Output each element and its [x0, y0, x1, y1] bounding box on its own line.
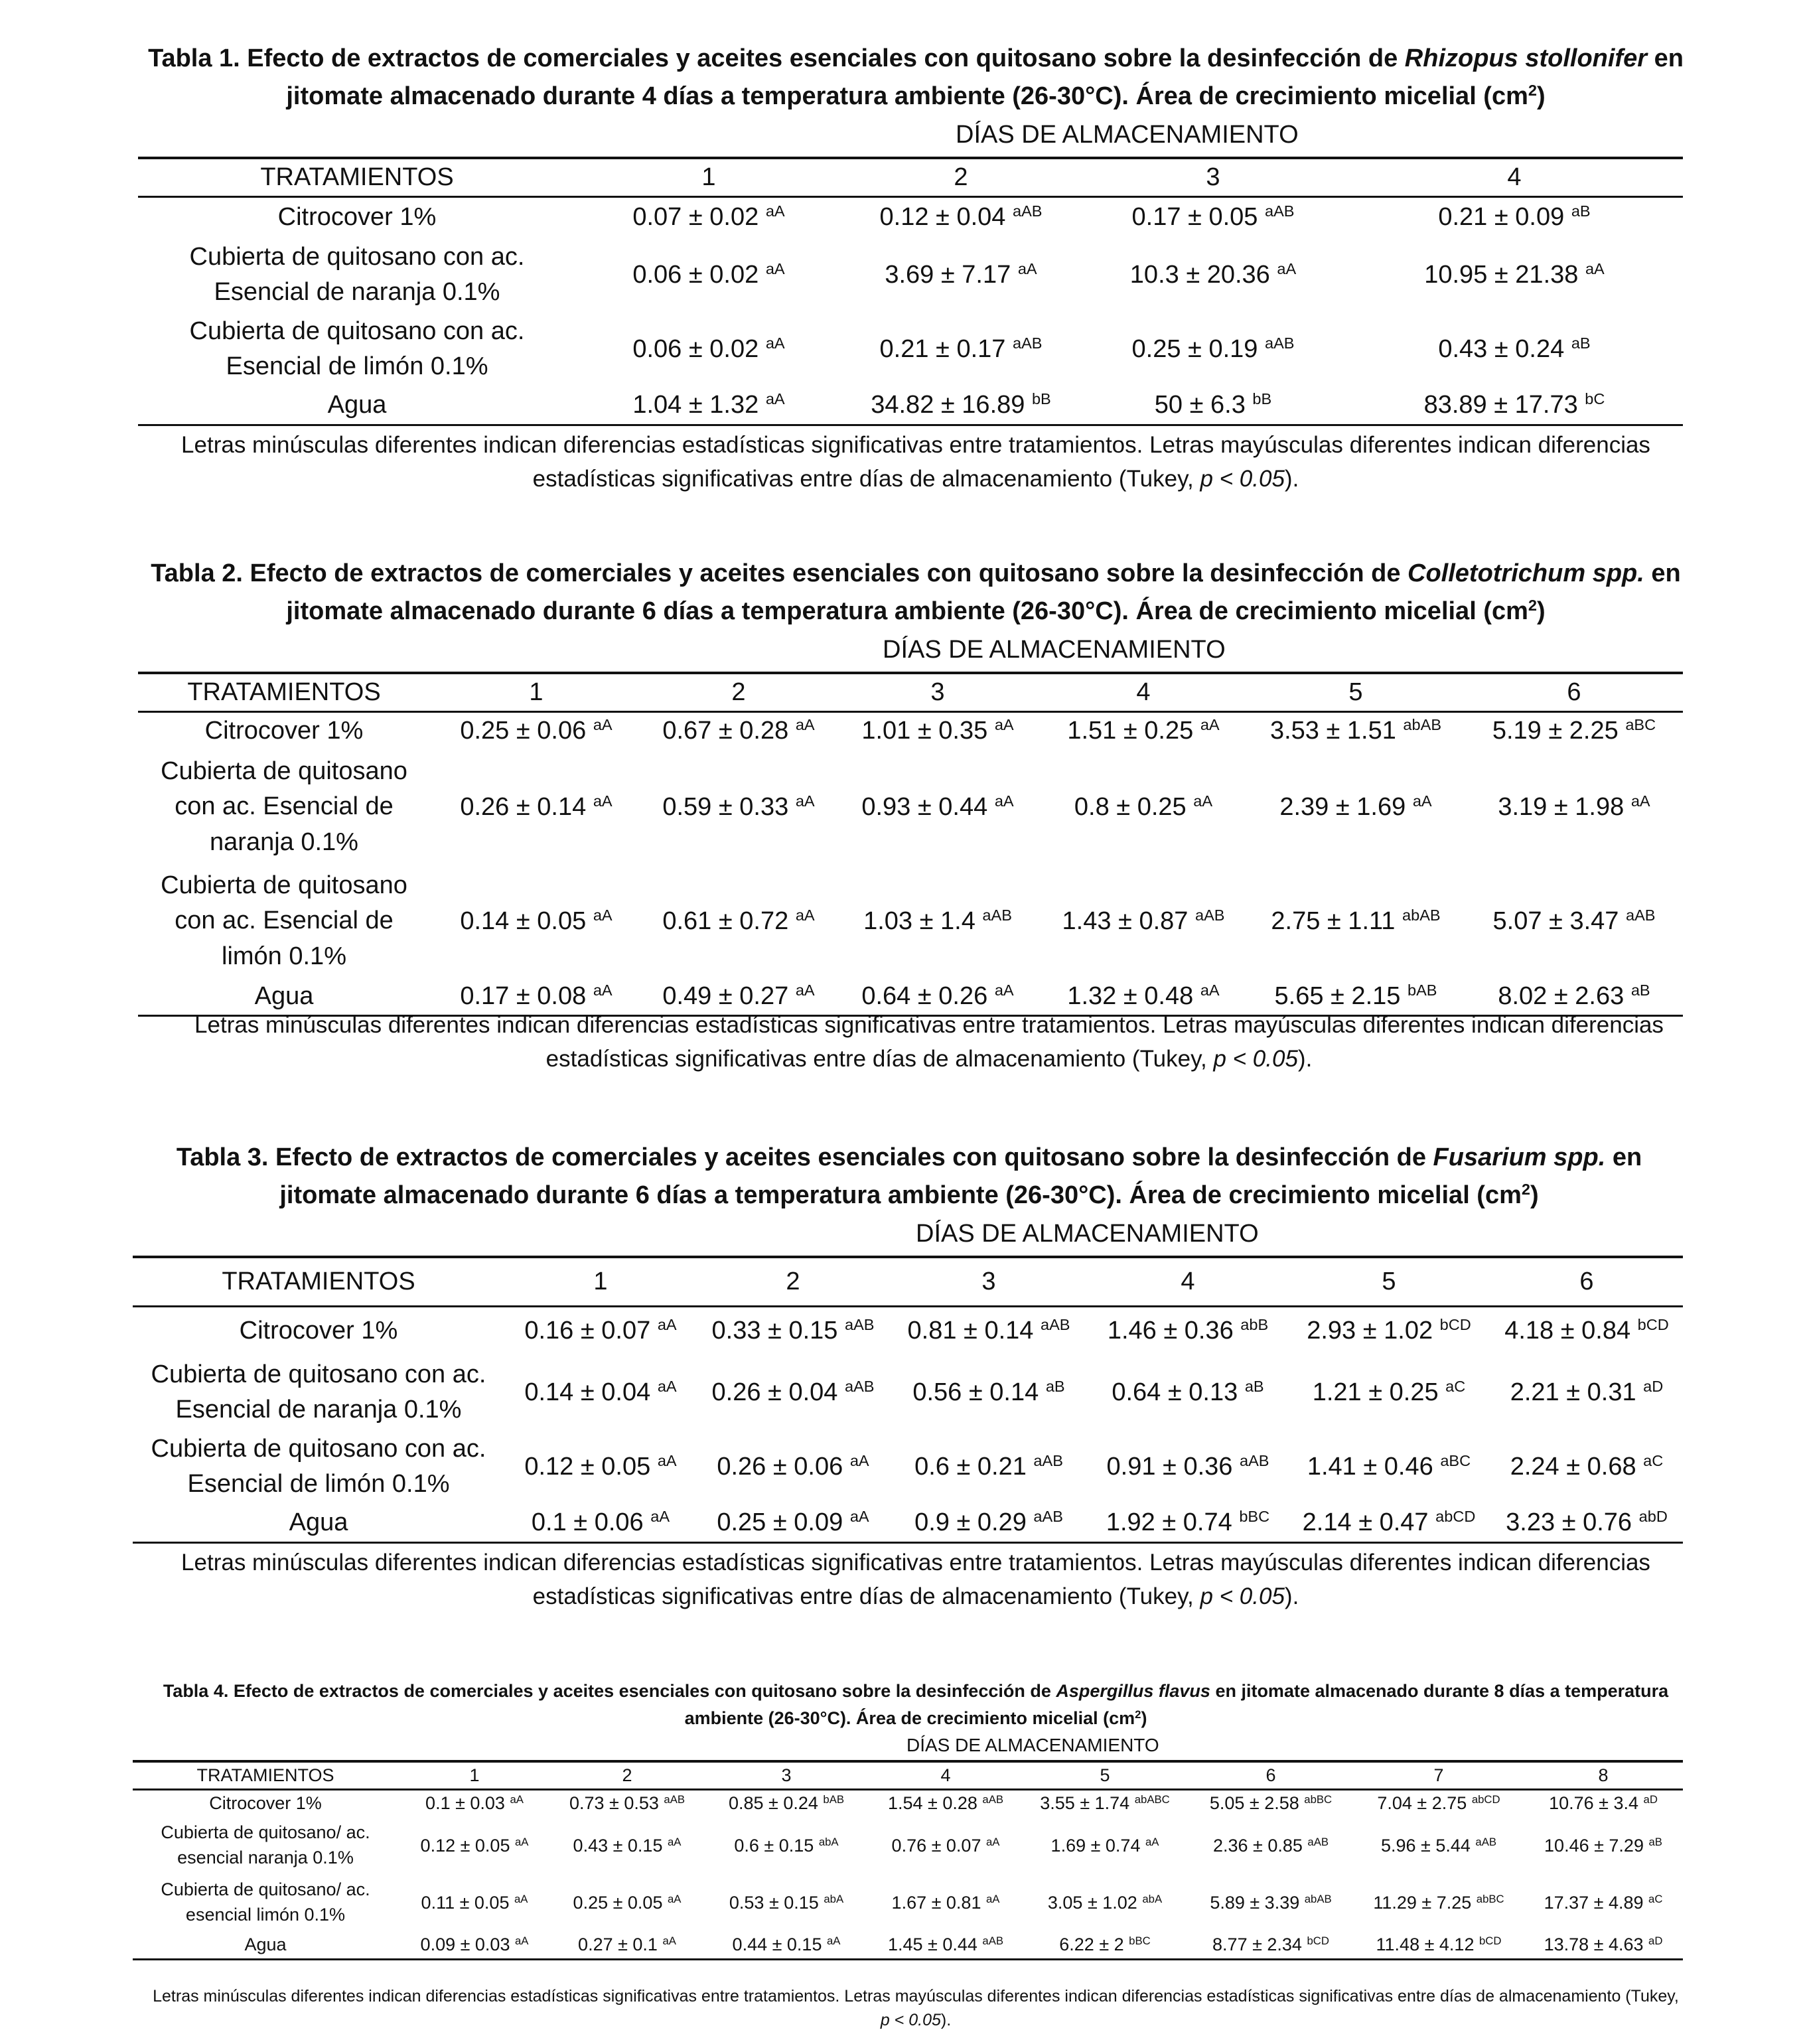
cell: 0.91 ± 0.36 $^{aAB}$ — [1106, 1451, 1269, 1481]
col-treatments: TRATAMIENTOS — [138, 673, 430, 711]
cell: 5.05 ± 2.58 $^{abBC}$ — [1209, 1793, 1333, 1814]
table-row — [133, 1306, 1683, 1355]
cell: 5.96 ± 5.44 $^{aAB}$ — [1380, 1835, 1497, 1856]
cell: 0.6 ± 0.21 $^{aAB}$ — [914, 1451, 1063, 1481]
col-day: 1 — [576, 158, 841, 196]
cell: 0.53 ± 0.15 $^{abA}$ — [729, 1892, 844, 1913]
cell: 0.26 ± 0.14 $^{aA}$ — [460, 792, 613, 821]
treatment-name: Cubierta de quitosano con ac. Esencial de naranja 0.1% — [151, 1360, 486, 1424]
table4-title: Tabla 4. Efecto de extractos de comerciales y aceites esenciales con quitosano sobre la desinfección de Aspergillus flavus en jitomate almacenado durante 8 días a temperatura ambiente (26-30°C). Área de crecimiento micelial $(cm^2)$ — [163, 1681, 1669, 1728]
col-day: 2 — [697, 1257, 889, 1306]
cell: 0.26 ± 0.04 $^{aAB}$ — [711, 1377, 875, 1406]
table-row — [133, 1789, 1683, 1817]
col-day: 6 — [1465, 673, 1683, 711]
cell: 2.93 ± 1.02 $^{bCD}$ — [1307, 1316, 1471, 1345]
cell: 8.02 ± 2.63 $^{aB}$ — [1465, 978, 1683, 1015]
cell: 1.67 ± 0.81 $^{aA}$ — [891, 1892, 1000, 1913]
table2-title: Tabla 2. Efecto de extractos de comerciales y aceites esenciales con quitosano sobre la desinfección de Colletotrichum spp. en jitomate almacenado durante 6 días a temperatura ambiente (26-30°C). Área de crecimiento micelial $(cm^2)$ — [151, 559, 1681, 625]
col-day: 4 — [869, 1761, 1022, 1789]
cell: 1.32 ± 0.48 $^{aA}$ — [1041, 978, 1246, 1015]
cell: 0.06 ± 0.02 $^{aA}$ — [632, 259, 785, 289]
cell: 3.53 ± 1.51 $^{abAB}$ — [1269, 716, 1442, 745]
cell: 0.14 ± 0.04 $^{aA}$ — [524, 1377, 677, 1406]
table-row — [133, 1817, 1683, 1874]
col-day: 5 — [1246, 673, 1465, 711]
table4-footnote: Letras minúsculas diferentes indican diferencias estadísticas significativas entre tratamientos. Letras mayúsculas diferentes indican diferencias estadísticas significativas entre días de almacenamiento (Tukey, p < 0.05). — [153, 1987, 1679, 2030]
cell: 10.76 ± 3.4 $^{aD}$ — [1549, 1793, 1658, 1814]
table3-footnote: Letras minúsculas diferentes indican diferencias estadísticas significativas entre tratamientos. Letras mayúsculas diferentes indican diferencias estadísticas significativas entre días de almacenamiento (Tukey, p < 0.05). — [181, 1550, 1650, 1609]
cell: 0.09 ± 0.03 $^{aA}$ — [398, 1931, 551, 1959]
cell: 1.92 ± 0.74 $^{bBC}$ — [1088, 1504, 1287, 1542]
cell: 0.8 ± 0.25 $^{aA}$ — [1074, 792, 1213, 821]
col-treatments: TRATAMIENTOS — [133, 1761, 398, 1789]
col-day: 3 — [835, 673, 1041, 711]
cell: 0.16 ± 0.07 $^{aA}$ — [524, 1316, 677, 1345]
cell: 0.06 ± 0.02 $^{aA}$ — [632, 334, 785, 363]
cell: 0.9 ± 0.29 $^{aAB}$ — [889, 1504, 1088, 1542]
col-day: 2 — [642, 673, 835, 711]
cell: 0.33 ± 0.15 $^{aAB}$ — [711, 1316, 875, 1345]
table-row — [133, 1504, 1683, 1542]
table3 — [133, 1256, 1683, 1544]
table-row — [138, 750, 1683, 864]
table2-footnote: Letras minúsculas diferentes indican diferencias estadísticas significativas entre tratamientos. Letras mayúsculas diferentes indican diferencias estadísticas significativas entre días de almacenamiento (Tukey, p < 0.05). — [194, 1012, 1664, 1072]
cell: 1.03 ± 1.4 $^{aAB}$ — [863, 906, 1012, 935]
table2 — [138, 672, 1683, 1017]
cell: 83.89 ± 17.73 $^{bC}$ — [1346, 386, 1683, 425]
table-row — [138, 196, 1683, 238]
treatment-name: Cubierta de quitosano con ac. Esencial de limón 0.1% — [151, 1434, 486, 1498]
cell: 0.12 ± 0.04 $^{aAB}$ — [879, 202, 1043, 232]
cell: 0.14 ± 0.05 $^{aA}$ — [460, 906, 613, 935]
col-day: 6 — [1490, 1257, 1683, 1306]
treatment-name: Agua — [133, 1931, 398, 1959]
cell: 3.05 ± 1.02 $^{abA}$ — [1047, 1892, 1163, 1913]
treatment-name: Citrocover 1% — [239, 1317, 398, 1345]
table4 — [133, 1760, 1683, 1960]
cell: 5.89 ± 3.39 $^{abAB}$ — [1210, 1892, 1332, 1913]
col-day: 3 — [703, 1761, 869, 1789]
cell: 0.49 ± 0.27 $^{aA}$ — [642, 978, 835, 1015]
cell: 1.41 ± 0.46 $^{aBC}$ — [1307, 1451, 1471, 1481]
table-row — [133, 1874, 1683, 1931]
cell: 0.17 ± 0.05 $^{aAB}$ — [1131, 202, 1295, 232]
treatment-name: Agua — [133, 1504, 504, 1542]
col-day: 5 — [1287, 1257, 1490, 1306]
cell: 0.21 ± 0.17 $^{aAB}$ — [879, 334, 1043, 363]
cell: 3.23 ± 0.76 $^{abD}$ — [1490, 1504, 1683, 1542]
cell: 2.36 ± 0.85 $^{aAB}$ — [1212, 1835, 1329, 1856]
cell: 2.24 ± 0.68 $^{aC}$ — [1510, 1451, 1664, 1481]
cell: 0.61 ± 0.72 $^{aA}$ — [662, 906, 815, 935]
treatment-name: Citrocover 1% — [209, 1793, 322, 1814]
col-day: 4 — [1041, 673, 1246, 711]
cell: 11.48 ± 4.12 $^{bCD}$ — [1354, 1931, 1524, 1959]
col-day: 2 — [841, 158, 1080, 196]
cell: 0.76 ± 0.07 $^{aA}$ — [891, 1835, 1000, 1856]
cell: 1.46 ± 0.36 $^{abB}$ — [1107, 1316, 1269, 1345]
col-day: 4 — [1346, 158, 1683, 196]
table2-dias-label: DÍAS DE ALMACENAMIENTO — [883, 636, 1226, 664]
treatment-name: Agua — [138, 978, 430, 1015]
col-day: 1 — [504, 1257, 697, 1306]
cell: 0.11 ± 0.05 $^{aA}$ — [421, 1892, 528, 1913]
cell: 0.43 ± 0.15 $^{aA}$ — [573, 1835, 682, 1856]
col-day: 3 — [889, 1257, 1088, 1306]
treatment-name: Citrocover 1% — [204, 717, 364, 745]
table1-footnote: Letras minúsculas diferentes indican diferencias estadísticas significativas entre tratamientos. Letras mayúsculas diferentes indican diferencias estadísticas significativas entre días de almacenamiento (Tukey, p < 0.05). — [181, 432, 1650, 492]
treatment-name: Cubierta de quitosano con ac. Esencial de limón 0.1% — [161, 871, 407, 970]
cell: 0.67 ± 0.28 $^{aA}$ — [662, 716, 815, 745]
cell: 0.73 ± 0.53 $^{aAB}$ — [569, 1793, 686, 1814]
table-row — [138, 386, 1683, 425]
table-row — [138, 711, 1683, 750]
cell: 1.01 ± 0.35 $^{aA}$ — [861, 716, 1014, 745]
cell: 5.07 ± 3.47 $^{aAB}$ — [1492, 906, 1656, 935]
cell: 0.25 ± 0.09 $^{aA}$ — [697, 1504, 889, 1542]
cell: 4.18 ± 0.84 $^{bCD}$ — [1504, 1316, 1669, 1345]
cell: 13.78 ± 4.63 $^{aD}$ — [1524, 1931, 1683, 1959]
cell: 0.64 ± 0.26 $^{aA}$ — [835, 978, 1041, 1015]
col-day: 1 — [398, 1761, 551, 1789]
table-row — [138, 238, 1683, 312]
table1 — [138, 157, 1683, 426]
cell: 10.3 ± 20.36 $^{aA}$ — [1129, 259, 1297, 289]
col-day: 1 — [430, 673, 642, 711]
treatment-name: Cubierta de quitosano con ac. Esencial de naranja 0.1% — [189, 242, 525, 306]
cell: 2.21 ± 0.31 $^{aD}$ — [1510, 1377, 1664, 1406]
cell: 0.21 ± 0.09 $^{aB}$ — [1438, 202, 1591, 232]
cell: 0.17 ± 0.08 $^{aA}$ — [430, 978, 642, 1015]
cell: 6.22 ± 2 $^{bBC}$ — [1022, 1931, 1188, 1959]
cell: 0.59 ± 0.33 $^{aA}$ — [662, 792, 815, 821]
cell: 2.75 ± 1.11 $^{abAB}$ — [1271, 906, 1441, 935]
cell: 0.93 ± 0.44 $^{aA}$ — [861, 792, 1014, 821]
cell: 0.1 ± 0.03 $^{aA}$ — [425, 1793, 524, 1814]
cell: 0.25 ± 0.19 $^{aAB}$ — [1131, 334, 1295, 363]
cell: 0.64 ± 0.13 $^{aB}$ — [1112, 1377, 1264, 1406]
cell: 5.65 ± 2.15 $^{bAB}$ — [1246, 978, 1465, 1015]
cell: 1.69 ± 0.74 $^{aA}$ — [1050, 1835, 1159, 1856]
col-treatments: TRATAMIENTOS — [133, 1257, 504, 1306]
table-row — [133, 1429, 1683, 1504]
col-day: 2 — [551, 1761, 703, 1789]
treatment-name: Citrocover 1% — [277, 203, 437, 232]
cell: 1.04 ± 1.32 $^{aA}$ — [576, 386, 841, 425]
cell: 8.77 ± 2.34 $^{bCD}$ — [1188, 1931, 1354, 1959]
cell: 3.69 ± 7.17 $^{aA}$ — [885, 259, 1037, 289]
treatment-name: Cubierta de quitosano con ac. Esencial de naranja 0.1% — [161, 757, 407, 856]
cell: 0.25 ± 0.06 $^{aA}$ — [460, 716, 613, 745]
col-day: 5 — [1022, 1761, 1188, 1789]
cell: 17.37 ± 4.89 $^{aC}$ — [1544, 1892, 1663, 1913]
cell: 0.07 ± 0.02 $^{aA}$ — [632, 202, 785, 232]
col-day: 7 — [1354, 1761, 1524, 1789]
col-day: 3 — [1080, 158, 1346, 196]
cell: 0.85 ± 0.24 $^{bAB}$ — [728, 1793, 845, 1814]
table3-title: Tabla 3. Efecto de extractos de comerciales y aceites esenciales con quitosano sobre la desinfección de Fusarium spp. en jitomate almacenado durante 6 días a temperatura ambiente (26-30°C). Área de crecimiento micelial $(cm^2)$ — [176, 1143, 1642, 1209]
cell: 0.25 ± 0.05 $^{aA}$ — [573, 1892, 682, 1913]
cell: 0.44 ± 0.15 $^{aA}$ — [703, 1931, 869, 1959]
cell: 0.27 ± 0.1 $^{aA}$ — [551, 1931, 703, 1959]
cell: 1.43 ± 0.87 $^{aAB}$ — [1062, 906, 1225, 935]
cell: 0.1 ± 0.06 $^{aA}$ — [504, 1504, 697, 1542]
col-day: 8 — [1524, 1761, 1683, 1789]
cell: 5.19 ± 2.25 $^{aBC}$ — [1492, 716, 1656, 745]
cell: 7.04 ± 2.75 $^{abCD}$ — [1377, 1793, 1500, 1814]
cell: 0.6 ± 0.15 $^{abA}$ — [734, 1835, 839, 1856]
cell: 1.45 ± 0.44 $^{aAB}$ — [869, 1931, 1022, 1959]
table-row — [138, 312, 1683, 386]
cell: 10.46 ± 7.29 $^{aB}$ — [1544, 1835, 1662, 1856]
table4-dias-label: DÍAS DE ALMACENAMIENTO — [906, 1735, 1159, 1755]
cell: 2.39 ± 1.69 $^{aA}$ — [1279, 792, 1432, 821]
cell: 0.56 ± 0.14 $^{aB}$ — [912, 1377, 1065, 1406]
cell: 1.21 ± 0.25 $^{aC}$ — [1312, 1377, 1466, 1406]
cell: 34.82 ± 16.89 $^{bB}$ — [841, 386, 1080, 425]
treatment-name: Agua — [138, 386, 576, 425]
cell: 0.43 ± 0.24 $^{aB}$ — [1438, 334, 1591, 363]
col-day: 6 — [1188, 1761, 1354, 1789]
col-day: 4 — [1088, 1257, 1287, 1306]
cell: 0.81 ± 0.14 $^{aAB}$ — [907, 1316, 1070, 1345]
table3-dias-label: DÍAS DE ALMACENAMIENTO — [916, 1220, 1259, 1248]
col-treatments: TRATAMIENTOS — [138, 158, 576, 196]
cell: 10.95 ± 21.38 $^{aA}$ — [1424, 259, 1605, 289]
cell: 2.14 ± 0.47 $^{abCD}$ — [1287, 1504, 1490, 1542]
table-row — [138, 864, 1683, 978]
treatment-name: Cubierta de quitosano con ac. Esencial de limón 0.1% — [189, 317, 525, 380]
cell: 0.12 ± 0.05 $^{aA}$ — [524, 1451, 677, 1481]
cell: 11.29 ± 7.25 $^{abBC}$ — [1373, 1892, 1504, 1913]
table1-title: Tabla 1. Efecto de extractos de comerciales y aceites esenciales con quitosano sobre la desinfección de Rhizopus stollonifer en jitomate almacenado durante 4 días a temperatura ambiente (26-30°C). Área de crecimiento micelial $(cm^2)$ — [148, 44, 1684, 110]
treatment-name: Cubierta de quitosano/ ac. esencial naranja 0.1% — [161, 1822, 370, 1867]
cell: 0.26 ± 0.06 $^{aA}$ — [717, 1451, 869, 1481]
cell: 3.19 ± 1.98 $^{aA}$ — [1498, 792, 1650, 821]
table-row — [133, 1931, 1683, 1959]
cell: 1.54 ± 0.28 $^{aAB}$ — [887, 1793, 1004, 1814]
cell: 50 ± 6.3 $^{bB}$ — [1080, 386, 1346, 425]
table1-dias-label: DÍAS DE ALMACENAMIENTO — [956, 121, 1299, 149]
table-row — [133, 1355, 1683, 1429]
cell: 0.12 ± 0.05 $^{aA}$ — [420, 1835, 529, 1856]
cell: 3.55 ± 1.74 $^{abABC}$ — [1040, 1793, 1170, 1814]
cell: 1.51 ± 0.25 $^{aA}$ — [1067, 716, 1220, 745]
treatment-name: Cubierta de quitosano/ ac. esencial limón 0.1% — [161, 1879, 370, 1925]
